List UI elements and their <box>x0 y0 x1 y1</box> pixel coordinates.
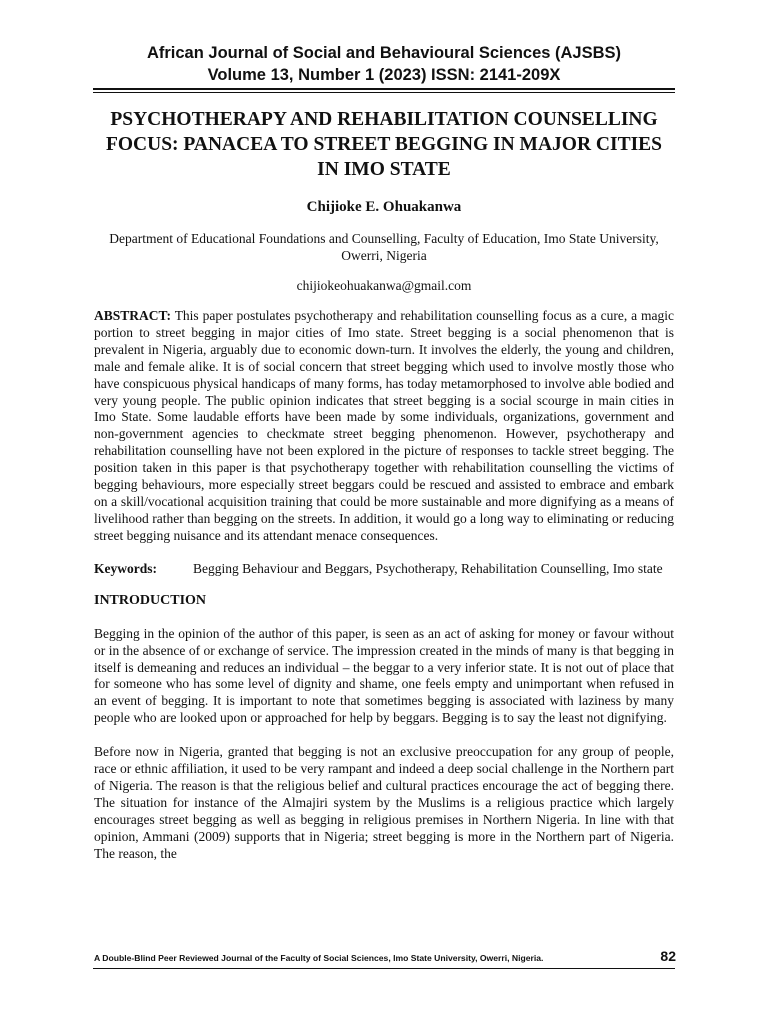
footer-rule <box>93 968 675 969</box>
page-footer <box>94 948 676 964</box>
paragraph: Before now in Nigeria, granted that begging is not an exclusive preoccupation for any group of people, race or ethnic affiliation, it used to be very rampant and indeed a deep social challenge in the Northern part of Nigeria. The reason is that the religious belief and cultural practices encourage the act of begging there. The situation for instance of the Almajiri system by the Muslims is a religious practice which largely encourages street begging as well as begging in religious premises in Northern Nigeria. In line with that opinion, Ammani (2009) supports that in Nigeria; street begging is more in the Northern part of Nigeria. The reason, the <box>94 744 674 861</box>
author-affiliation: Department of Educational Foundations and Counselling, Faculty of Education, Imo State University, Owerri, Nigeria <box>109 231 659 263</box>
author-email[interactable]: chijiokeohuakanwa@gmail.com <box>296 278 472 293</box>
keywords-label: Keywords: <box>94 560 157 576</box>
header-rule-thin <box>93 92 675 93</box>
journal-volume: Volume 13, Number 1 (2023) ISSN: 2141-209X <box>207 66 561 84</box>
abstract <box>94 308 674 545</box>
abstract-label: ABSTRACT: <box>94 308 172 323</box>
article-body <box>94 100 674 862</box>
journal-name: African Journal of Social and Behavioural Sciences (AJSBS) <box>146 44 622 62</box>
header-rule-thick <box>93 88 675 90</box>
article-title: PSYCHOTHERAPY AND REHABILITATION COUNSELLING FOCUS: PANACEA TO STREET BEGGING IN MAJOR CITIES IN IMO STATE <box>105 109 663 180</box>
author-name: Chijioke E. Ohuakanwa <box>306 199 462 215</box>
abstract-text: This paper postulates psychotherapy and rehabilitation counselling focus as a cure, a magic portion to street begging in major cities of Imo state. Street begging is a social phenomenon that is prevalent in Nigeria, arguably due to economic down-turn. It involves the elderly, the young and children, male and female alike. It is of social concern that street begging which used to involve mostly those who have conspicuous physical handicaps of many forms, has today metamorphosed to involve able bodied and very young people. The public opinion indicates that street begging is a social scourge in main cities in Imo State. Some laudable efforts have been made by some individuals, organizations, government and non-government agencies to checkmate street begging phenomenon. However, psychotherapy and rehabilitation counselling have not been explored in the picture of responses to tackle street begging. The position taken in this paper is that psychotherapy together with rehabilitation counselling the victims of begging behaviours, more especially street beggars could be rescued and assisted to embrace and embark on a skill/vocational acquisition training that could be more sustainable and more dignifying as a means of livelihood rather than begging on the streets. In addition, it would go a long way to eliminating or reducing street begging nuisance and its attendant menace consequences. <box>94 308 675 543</box>
section-heading-introduction: INTRODUCTION <box>94 592 207 608</box>
page-number: 82 <box>660 948 676 964</box>
keywords <box>94 560 674 577</box>
footer-text: A Double-Blind Peer Reviewed Journal of the Faculty of Social Sciences, Imo State University, Owerri, Nigeria. <box>94 953 544 963</box>
journal-header <box>0 42 768 86</box>
paragraph: Begging in the opinion of the author of this paper, is seen as an act of asking for money or favour without or in the absence of or exchange of service. The impression created in the minds of many is that begging in itself is demeaning and reduces an individual – the beggar to a very inferior state. It is not out of place that for someone who has some level of dignity and shame, one feels empty and unimportant when refused in an event of begging. It is important to note that sometimes begging is associated with laziness by many people who are looked upon or approached for help by beggars. Begging is to say the least not dignifying. <box>94 625 674 726</box>
keywords-text: Begging Behaviour and Beggars, Psychotherapy, Rehabilitation Counselling, Imo state <box>193 560 663 576</box>
